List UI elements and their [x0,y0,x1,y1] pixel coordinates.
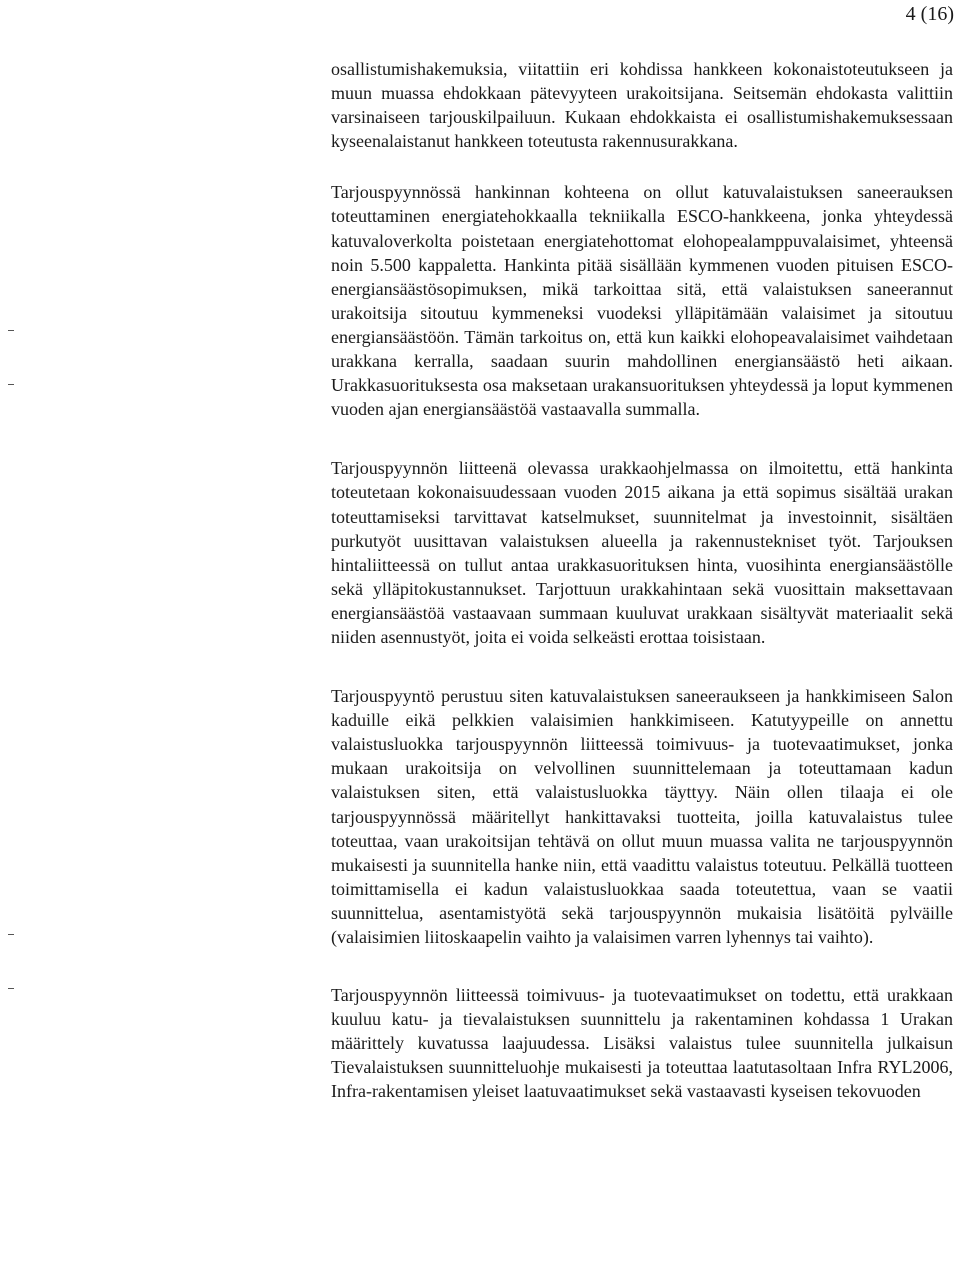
margin-mark [8,988,14,989]
page-number: 4 (16) [905,3,954,25]
document-body [331,57,953,1104]
paragraph: Tarjouspyynnössä hankinnan kohteena on ollut katuvalaistuksen saneerauksen toteuttaminen energiatehokkaalla tekniikalla ESCO-hankkeena, jonka yhteydessä katuvaloverkolta poistetaan energiatehottomat elohopealamppuvalaisimet, yhteensä noin 5.500 kappaletta. Hankinta pitää sisällään kymmenen vuoden pituisen ESCO-energiansäästösopimuksen, mikä tarkoittaa sitä, että valaistuksen saneerannut urakoitsija sitoutuu kymmeneksi vuodeksi ylläpitämään valaisimet ja sitoutuu energiansäästöön. Tämän tarkoitus on, että kun kaikki elohopeavalaisimet vaihdetaan urakkana kerralla, saadaan suurin mahdollinen energiansäästö heti aikaan. Urakkasuorituksesta osa maksetaan urakansuorituksen yhteydessä ja loput kymmenen vuoden ajan energiansäästöä vastaavalla summalla. [331,182,953,420]
paragraph: osallistumishakemuksia, viitattiin eri kohdissa hankkeen kokonaistoteutukseen ja muun muassa ehdokkaan pätevyyteen urakoitsijana. Seitsemän ehdokasta valittiin varsinaiseen tarjouskilpailuun. Kukaan ehdokkaista ei osallistumishakemuksessaan kyseenalaistanut hankkeen toteutusta rakennusurakkana. [331,59,953,152]
paragraph: Tarjouspyynnön liitteessä toimivuus- ja tuotevaatimukset on todettu, että urakkaan kuuluu katu- ja tievalaistuksen suunnittelu ja rakentaminen kohdassa 1 Urakan määrittely kuvatussa laajuudessa. Lisäksi valaistus tulee suunnitella julkaisun Tievalaistuksen suunnitteluohje mukaisesti ja toteuttaa laatutasoltaan Infra RYL2006, Infra-rakentamisen yleiset laatuvaatimukset sekä vastaavasti kyseisen tekovuoden [331,985,953,1102]
paragraph: Tarjouspyyntö perustuu siten katuvalaistuksen saneeraukseen ja hankkimiseen Salon kaduille eikä pelkkien valaisimien hankkimiseen. Katutyypeille on annettu valaistusluokka tarjouspyynnön liitteessä toimivuus- ja tuotevaatimukset, jonka mukaan urakoitsija on velvollinen suunnittelemaan ja toteuttamaan kadun valaistuksen siten, että valaistusluokka täyttyy. Näin ollen tilaaja ei ole tarjouspyynnössä määritellyt hankittavaksi tuotteita, joilla katuvalaistus tulee toteuttaa, vaan urakoitsijan tehtävä on ollut muun muassa valita ne tarjouspyynnön mukaisesti ja suunnitella hanke niin, että vaadittu valaistus toteutuu. Pelkällä tuotteen toimittamisella ei kadun valaistusluokkaa saada toteutettua, vaan se vaatii suunnittelua, asentamistyötä sekä tarjouspyynnön mukaisia lisätöitä pylväille (valaisimien liitoskaapelin vaihto ja valaisimen varren lyhennys tai vaihto). [331,686,953,947]
margin-mark [8,330,14,331]
margin-mark [8,384,14,385]
paragraph: Tarjouspyynnön liitteenä olevassa urakkaohjelmassa on ilmoitettu, että hankinta toteutetaan kokonaisuudessaan vuoden 2015 aikana ja että sopimus sisältää urakan toteuttamiseksi tarvittavat katselmukset, suunnitelmat ja investoinnit, sisältäen purkutyöt uusittavan valaistuksen alueella ja rakennustekniset työt. Tarjouksen hintaliitteessä on tullut antaa urakkasuorituksen hinta, vuosihinta energiansäästölle sekä ylläpitokustannukset. Tarjottuun urakkahintaan sekä vuosittain maksettavaan energiansäästöä vastaavaan summaan kuuluvat urakkaan sisältyvät materiaalit sekä niiden asennustyöt, joita ei voida selkeästi erottaa toisistaan. [331,458,953,647]
margin-mark [8,934,14,935]
